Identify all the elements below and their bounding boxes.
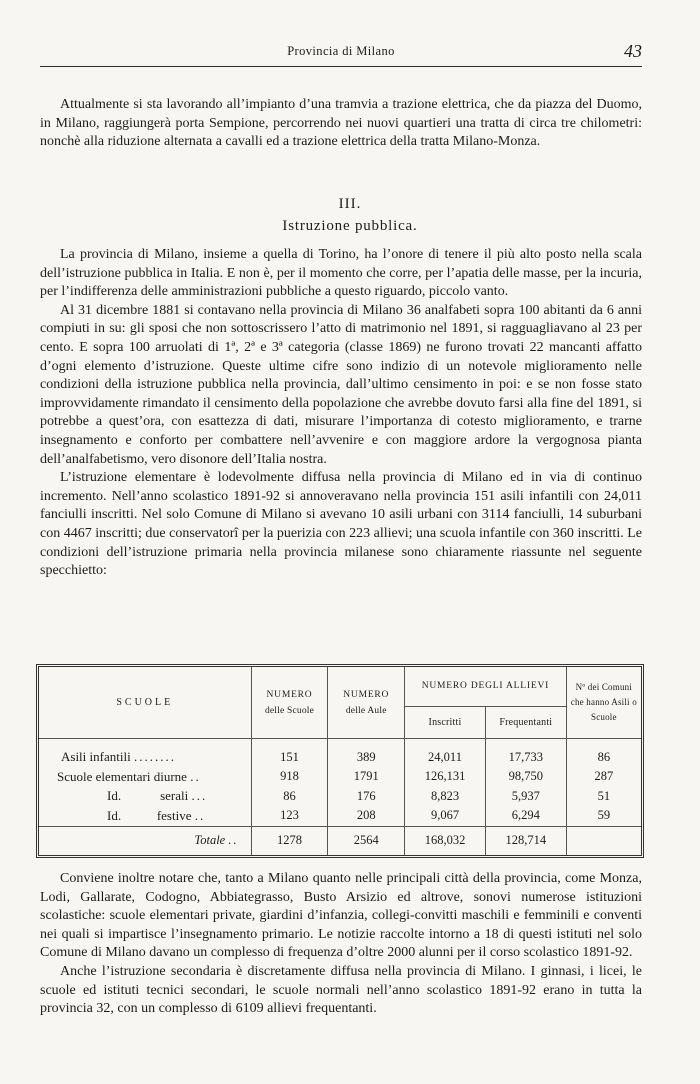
cell-frequentanti: 17,733	[485, 739, 566, 768]
row-label: Asili infantili ........	[39, 739, 251, 768]
cell-aule: 389	[328, 739, 405, 768]
header-comuni: Nº dei Comuni che hanno Asili o Scuole	[566, 667, 641, 739]
header-frequentanti: Frequentanti	[485, 706, 566, 739]
row-label: Id. festive ..	[39, 806, 251, 826]
cell-inscritti: 8,823	[405, 787, 486, 807]
chapter-title: Istruzione pubblica.	[282, 218, 418, 234]
cell-inscritti: 24,011	[405, 739, 486, 768]
running-title: Provincia di Milano	[287, 44, 395, 58]
cell-aule: 208	[328, 806, 405, 826]
row-label: Scuole elementari diurne ..	[39, 767, 251, 787]
body-paragraph-block	[40, 246, 642, 581]
total-frequentanti: 128,714	[485, 826, 566, 855]
header-numero-aule-main: NUMERO	[343, 689, 390, 700]
paragraph: L’istruzione elementare è lodevolmente diffusa nella provincia di Milano ed in via di continuo incremento. Nell’anno scolastico 1891-92 si annoveravano nella provincia 151 asili infantili con 24,011 fanciulli inscritti. Nel solo Comune di Milano si avevano 10 asili urbani con 3114 fanciulli, 14 suburbani con 4467 inscritti; due conservatorî per la puerizia con 223 allievi; una scuola infantile con 360 inscritti. Le condizioni dell’istruzione primaria nella provincia milanese sono chiaramente riassunte nel seguente specchietto:	[40, 470, 642, 579]
total-label: Totale ..	[39, 826, 251, 855]
cell-scuole: 123	[251, 806, 328, 826]
header-numero-aule-sub: delle Aule	[345, 705, 387, 716]
table-row	[39, 739, 641, 768]
cell-comuni: 287	[594, 769, 614, 784]
total-comuni	[566, 826, 641, 855]
table-row	[39, 806, 641, 826]
table-row	[39, 787, 641, 807]
cell-aule: 1791	[328, 767, 405, 787]
paragraph: Conviene inoltre notare che, tanto a Milano quanto nelle principali città della provincia, come Monza, Lodi, Gallarate, Codogno, Abbiategrasso, Busto Arsizio ed altrove, sonovi numerose istituzioni scolastiche: scuole elementari private, giardini d’infanzia, collegi-convitti maschili e femminili e conventi nei quali si impartisce l’insegnamento primario. Le notizie raccolte intorno a 18 di questi istituti nel solo Comune di Milano davano un complesso di frequenza d’oltre 2000 alunni per il corso scolastico 1891-92.	[40, 871, 642, 961]
cell-inscritti: 9,067	[405, 806, 486, 826]
paragraph: Attualmente si sta lavorando all’impianto d’una tramvia a trazione elettrica, che da piazza del Duomo, in Milano, raggiungerà porta Sempione, percorrendo nei nuovi quartieri una tratta di circa tre chilometri: nonchè alla riduzione alternata a cavalli ed a trazione elettrica della tratta Milano-Monza.	[40, 97, 642, 150]
schools-table	[36, 664, 644, 858]
total-aule: 2564	[328, 826, 405, 855]
header-numero-scuole-main: NUMERO	[266, 689, 313, 700]
cell-frequentanti: 6,294	[485, 806, 566, 826]
total-scuole: 1278	[251, 826, 328, 855]
cell-aule: 176	[328, 787, 405, 807]
cell-frequentanti: 98,750	[485, 767, 566, 787]
cell-scuole: 151	[251, 739, 328, 768]
cell-scuole: 918	[251, 767, 328, 787]
paragraph: Al 31 dicembre 1881 si contavano nella provincia di Milano 36 analfabeti sopra 100 abitanti da 6 anni compiuti in su: gli sposi che non sottoscrissero l’atto di matrimonio nel 1891, si ragguagliavano al 23 per cento. E sopra 100 arruolati di 1ª, 2ª e 3ª categoria (classe 1869) ne furono trovati 22 mancanti affatto d’ogni elemento d’istruzione. Queste ultime cifre sono indizio di un notevole miglioramento nelle condizioni della istruzione pubblica nella provincia, dall’ultimo censimento in poi: e se non fosse stato improvvidamente rimandato il censimento della popolazione che avrebbe dovuto farsi alla fine del 1891, si potrebbe a quest’ora, con esattezza di dati, misurare l’importanza di cotesto miglioramento, e trarne insegnamento e conforto per combattere nell’avvenire e con maggiore ardore la vergognosa pianta dell’analfabetismo, vero disonore dell’Italia nostra.	[40, 302, 642, 467]
total-inscritti: 168,032	[405, 826, 486, 855]
table-total-row	[39, 826, 641, 855]
header-scuole: SCUOLE	[39, 667, 251, 739]
page-header	[40, 41, 642, 67]
row-label: Id. serali ...	[39, 787, 251, 807]
header-numero-scuole	[251, 667, 328, 739]
cell-comuni: 59	[597, 808, 611, 823]
chapter-number: III.	[338, 196, 362, 212]
cell-comuni: 86	[597, 749, 611, 764]
cell-comuni: 51	[597, 788, 611, 803]
header-numero-scuole-sub: delle Scuole	[264, 705, 315, 716]
paragraph: Anche l’istruzione secondaria è discretamente diffusa nella provincia di Milano. I ginnasi, i licei, le scuole ed istituti tecnici secondari, le scuole normali nell’anno scolastico 1891-92 erano in tutta la provincia 32, con un complesso di 6109 allievi frequentanti.	[40, 963, 642, 1017]
cell-scuole: 86	[251, 787, 328, 807]
paragraph: La provincia di Milano, insieme a quella di Torino, ha l’onore di tenere il più alto posto nella scala dell’istruzione pubblica in Italia. E non è, per il momento che corre, per l’apatia delle masse, per la incuria, per l’indifferenza delle amministrazioni pubbliche a questo riguardo, piccolo vanto.	[40, 247, 642, 300]
table-row	[39, 767, 641, 787]
page-number: 43	[624, 41, 642, 61]
intro-paragraph-block	[40, 96, 642, 152]
cell-inscritti: 126,131	[405, 767, 486, 787]
header-inscritti: Inscritti	[405, 706, 486, 739]
header-numero-aule	[328, 667, 405, 739]
cell-frequentanti: 5,937	[485, 787, 566, 807]
closing-paragraph-block	[40, 870, 642, 1019]
header-allievi-group: NUMERO DEGLI ALLIEVI	[405, 667, 567, 706]
